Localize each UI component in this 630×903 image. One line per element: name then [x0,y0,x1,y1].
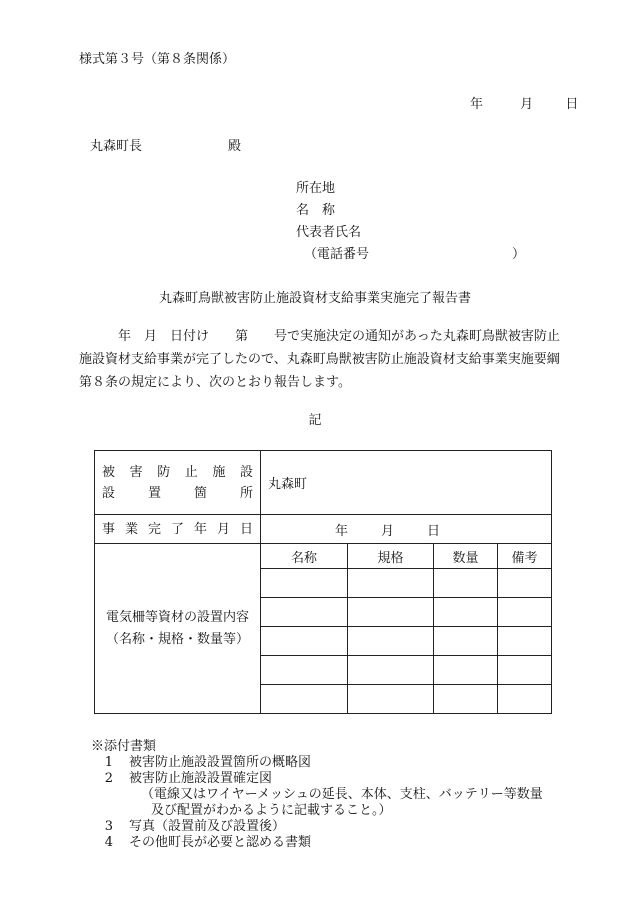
table-cell [348,685,434,714]
completion-label-cell [95,515,261,544]
site-label-cell [95,451,261,515]
site-row [95,451,552,515]
body-line-3: 第８条の規定により、次のとおり報告します。 [79,375,351,390]
attachment-item [91,835,543,851]
site-value: 丸森町 [261,451,552,515]
table-cell [498,598,552,627]
submission-date [470,93,578,112]
completion-label: 事業完了年月日 [102,521,253,537]
phone-line [296,244,526,266]
name-label: 名 称 [296,203,336,218]
attachment-text: 写真（設置前及び設置後） [129,819,286,834]
completion-date-cell [261,515,552,544]
phone-label: （電話番号 [304,247,370,262]
report-table [94,450,552,714]
ki-heading: 記 [308,413,322,428]
table-cell [498,685,552,714]
address-label: 所在地 [296,181,336,196]
attachment-num: 2 [104,771,113,786]
attachment-note-line-2: 及び配置がわかるように記載すること。） [151,803,392,818]
table-cell [348,569,434,598]
materials-label-line-1: 電気柵等資材の設置内容 [105,609,249,625]
attachment-item [91,819,543,835]
phone-close: ） [512,247,526,262]
table-cell [434,656,498,685]
sender-block [296,178,526,266]
materials-header-row [95,544,552,569]
table-cell [498,656,552,685]
attachment-num: 4 [104,835,113,850]
materials-label-cell [95,544,261,714]
body-text [79,325,579,394]
column-header-quantity: 数量 [434,544,498,569]
materials-label-line-2: （名称・規格・数量等） [105,631,249,647]
representative-label: 代表者氏名 [296,225,362,240]
table-cell [434,569,498,598]
document-title: 丸森町鳥獣被害防止施設資材支給事業実施完了報告書 [158,291,471,306]
table-cell [261,598,348,627]
attachment-text: 被害防止施設設置確定図 [129,771,273,786]
attachment-item [91,771,543,787]
attachment-item [91,755,543,771]
attachment-text: その他町長が必要と認める書類 [129,835,312,850]
addressee-name: 丸森町長 [90,139,143,154]
attachment-text: 被害防止施設設置箇所の概略図 [129,755,312,770]
table-cell [348,598,434,627]
table-cell [348,656,434,685]
table-cell [434,598,498,627]
table-cell [261,656,348,685]
form-number: 様式第３号（第８条関係） [79,52,236,67]
table-cell [498,569,552,598]
table-cell [261,685,348,714]
column-header-remarks: 備考 [498,544,552,569]
attachment-note-line-1: （電線又はワイヤーメッシュの延長、本体、支柱、バッテリー等数量 [141,787,543,802]
body-line-2: 施設資材支給事業が完了したので、丸森町鳥獣被害防止施設資材支給事業実施要綱 [79,352,560,367]
table-cell [348,627,434,656]
date-day: 日 [565,97,579,112]
addressee-honorific: 殿 [228,139,242,154]
attachment-num: 3 [104,819,113,834]
attachment-num: 1 [104,755,113,770]
completion-month: 月 [381,523,395,539]
body-line-1: 年 月 日付け 第 号で実施決定の通知があった丸森町鳥獣被害防止 [79,329,560,344]
attachments-heading: ※添付書類 [91,739,157,754]
date-year: 年 [470,97,484,112]
date-month: 月 [520,97,534,112]
column-header-name: 名称 [261,544,348,569]
column-header-spec: 規格 [348,544,434,569]
table-cell [498,627,552,656]
site-label-line-1: 被害防止施設 [102,464,253,480]
table-cell [434,685,498,714]
completion-row [95,515,552,544]
addressee [90,135,242,154]
table-cell [261,627,348,656]
table-cell [434,627,498,656]
attachments [91,739,543,851]
completion-year: 年 [335,523,349,539]
completion-day: 日 [427,523,441,539]
table-cell [261,569,348,598]
site-label-line-2: 設置箇所 [102,485,253,501]
